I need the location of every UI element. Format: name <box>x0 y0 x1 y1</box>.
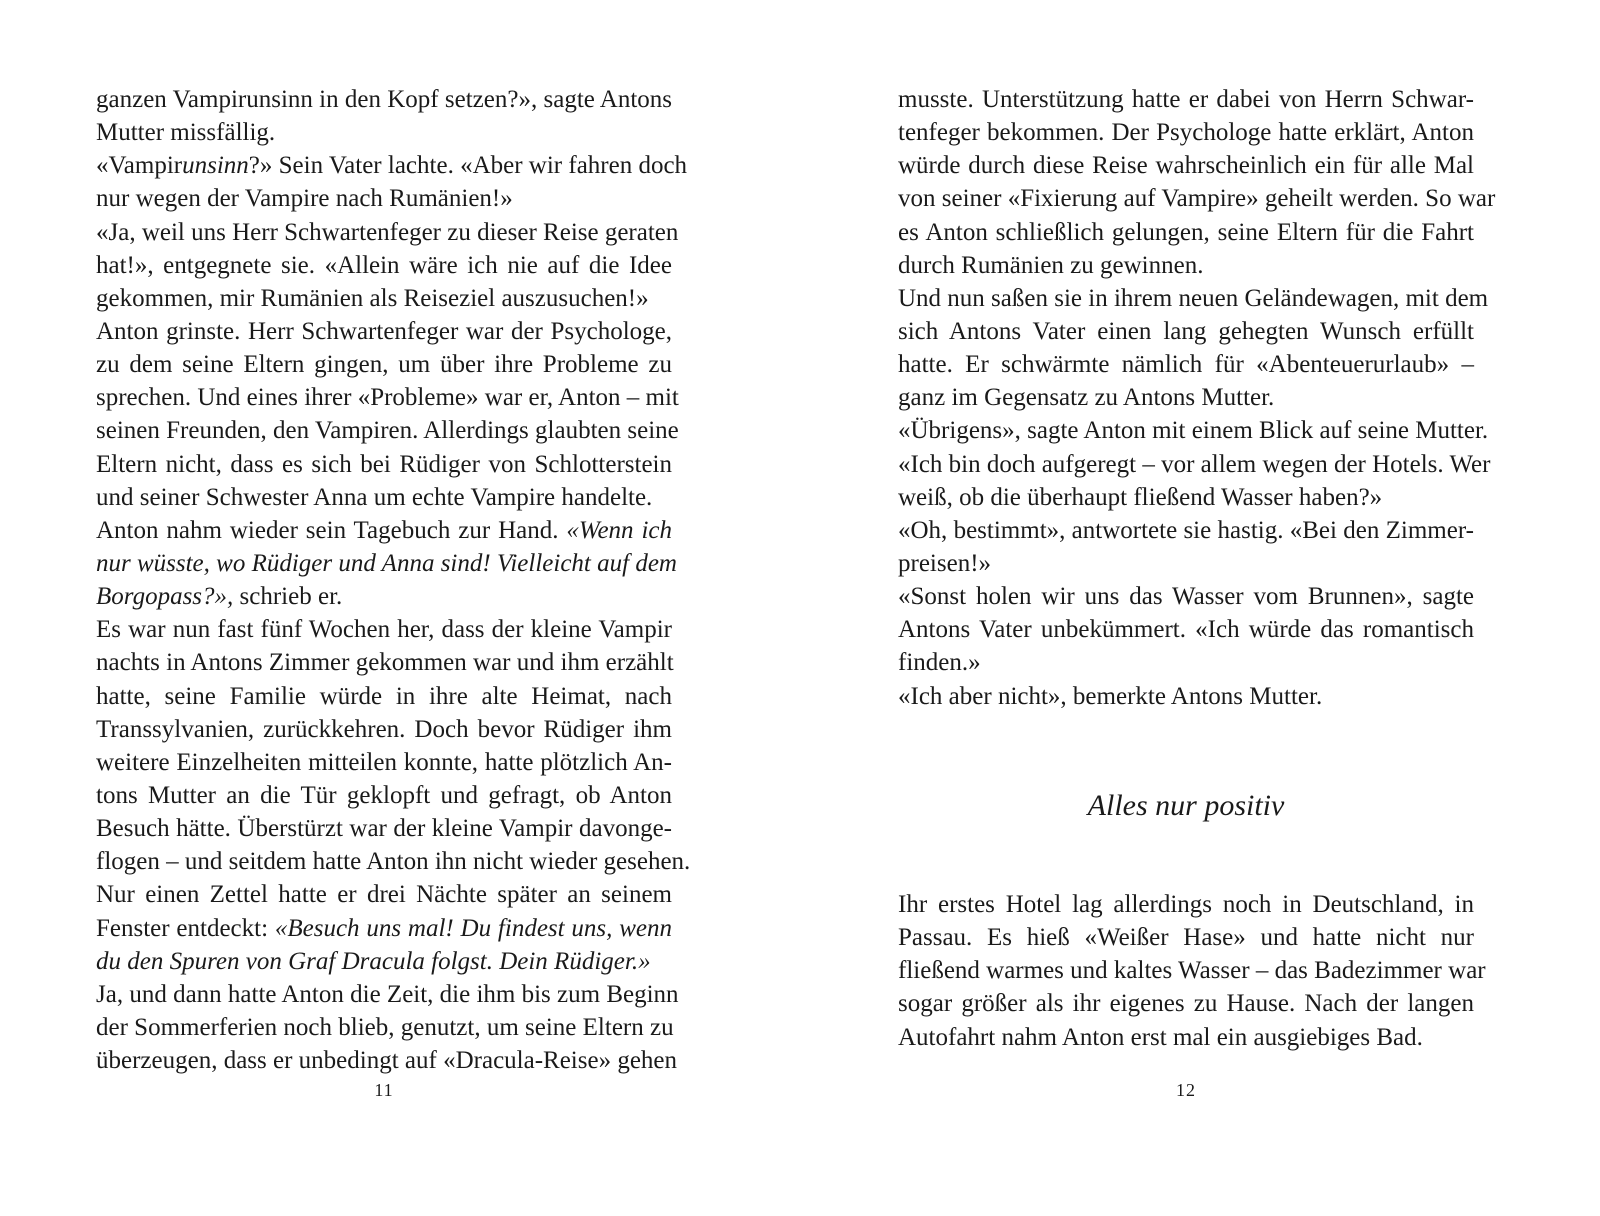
text-line <box>96 945 672 978</box>
text-run: nachts in Antons Zimmer gekommen war und ihm erzählt <box>96 649 674 677</box>
text-line <box>96 481 672 514</box>
text-run: weitere Einzelheiten mitteilen konnte, hatte plötzlich An- <box>96 748 672 776</box>
text-line <box>96 547 677 580</box>
text-run: tenfeger bekommen. Der Psychologe hatte erklärt, Anton <box>898 119 1474 147</box>
text-run: von seiner «Fixierung auf Vampire» geheilt werden. So war <box>898 185 1496 213</box>
text-line <box>96 282 672 315</box>
text-line <box>898 414 1489 447</box>
text-line <box>898 481 1474 514</box>
text-run: würde durch diese Reise wahrscheinlich ein für alle Mal <box>898 152 1474 180</box>
text-run: ganz im Gegensatz zu Antons Mutter. <box>898 384 1275 412</box>
right-page-number: 12 <box>1176 1080 1196 1100</box>
text-line <box>898 149 1474 182</box>
text-run: tons Mutter an die Tür geklopft und gefragt, ob Anton <box>96 781 672 809</box>
text-run: es Anton schließlich gelungen, seine Eltern für die Fahrt <box>898 218 1474 246</box>
text-line <box>96 845 691 878</box>
right-page <box>800 0 1600 1216</box>
text-line <box>96 580 672 613</box>
right-page-body <box>898 83 1496 713</box>
text-line <box>96 216 679 249</box>
text-run: durch Rumänien zu gewinnen. <box>898 251 1204 279</box>
text-line <box>96 812 672 845</box>
text-run: sogar größer als ihr eigenes zu Hause. Nach der langen <box>898 990 1474 1018</box>
text-run: «Oh, bestimmt», antwortete sie hastig. «Bei den Zimmer- <box>898 516 1474 544</box>
text-run: «Ich aber nicht», bemerkte Antons Mutter. <box>898 682 1323 710</box>
text-run: Transsylvanien, zurückkehren. Doch bevor Rüdiger ihm <box>96 715 672 743</box>
text-run: Eltern nicht, dass es sich bei Rüdiger von Schlotterstein <box>96 450 672 478</box>
text-run: nur wegen der Vampire nach Rumänien!» <box>96 185 513 213</box>
text-run: preisen!» <box>898 549 992 577</box>
text-line <box>898 448 1491 481</box>
text-line <box>96 514 672 547</box>
text-run: Anton nahm wieder sein Tagebuch zur Hand. <box>96 516 567 544</box>
text-line <box>96 912 672 945</box>
text-line <box>898 646 1474 679</box>
text-line <box>898 282 1489 315</box>
text-line <box>898 182 1496 215</box>
text-run: hat!», entgegnete sie. «Allein wäre ich nie auf die Idee <box>96 251 672 279</box>
chapter-heading-wrap <box>898 786 1474 826</box>
text-run: ganzen Vampirunsinn in den Kopf setzen?», sagte Antons <box>96 86 672 113</box>
text-run: flogen – und seitdem hatte Anton ihn nicht wieder gesehen. <box>96 848 691 876</box>
text-line <box>898 921 1474 954</box>
text-line <box>96 878 672 911</box>
text-line <box>96 448 672 481</box>
chapter-body <box>898 888 1486 1054</box>
text-line <box>898 514 1474 547</box>
text-line <box>898 954 1486 987</box>
text-line <box>898 348 1474 381</box>
left-page-number: 11 <box>374 1080 394 1100</box>
italic-text: «Besuch uns mal! Du findest uns, wenn <box>274 914 672 942</box>
text-run: finden.» <box>898 649 981 677</box>
text-line <box>96 779 672 812</box>
text-line <box>96 83 672 116</box>
text-run: schrieb er. <box>233 583 343 611</box>
italic-text: du den Spuren von Graf Dracula folgst. Dein Rüdiger.» <box>96 947 651 975</box>
text-line <box>898 315 1474 348</box>
text-run: Mutter missfällig. <box>96 119 276 147</box>
text-run: Passau. Es hieß «Weißer Hase» und hatte nicht nur <box>898 924 1474 952</box>
text-line <box>96 1044 678 1077</box>
text-line <box>96 414 679 447</box>
text-line <box>96 381 679 414</box>
text-run: Anton grinste. Herr Schwartenfeger war der Psychologe, <box>96 317 672 345</box>
text-line <box>96 149 688 182</box>
text-run: «Ja, weil uns Herr Schwartenfeger zu dieser Reise geraten <box>96 218 679 246</box>
chapter-title: Alles nur positiv <box>1087 789 1285 822</box>
italic-text: «Wenn ich <box>566 516 673 544</box>
text-run: Besuch hätte. Überstürzt war der kleine Vampir davonge- <box>96 815 672 843</box>
text-run: «Vampir <box>96 152 183 180</box>
text-line <box>898 613 1474 646</box>
text-line <box>96 713 672 746</box>
text-run: Fenster entdeckt: <box>96 914 275 942</box>
text-line <box>898 83 1474 116</box>
text-run: der Sommerferien noch blieb, genutzt, um seine Eltern zu <box>96 1013 674 1041</box>
text-run: «Sonst holen wir uns das Wasser vom Brunnen», sagte <box>898 583 1474 611</box>
text-line <box>898 547 1474 580</box>
text-run: weiß, ob die überhaupt fließend Wasser haben?» <box>898 483 1383 511</box>
italic-text: Borgopass?», <box>96 583 234 611</box>
text-line <box>96 978 679 1011</box>
text-run: gekommen, mir Rumänien als Reiseziel auszusuchen!» <box>96 284 649 312</box>
text-line <box>898 381 1474 414</box>
text-line <box>96 348 672 381</box>
text-run: musste. Unterstützung hatte er dabei von Herrn Schwar- <box>898 86 1474 113</box>
text-line <box>898 987 1474 1020</box>
text-line <box>96 249 672 282</box>
text-run: Und nun saßen sie in ihrem neuen Geländewagen, mit dem <box>898 284 1489 312</box>
text-line <box>898 888 1474 921</box>
text-run: seinen Freunden, den Vampiren. Allerdings glaubten seine <box>96 417 679 445</box>
text-line <box>96 613 672 646</box>
text-run: hatte. Er schwärmte nämlich für «Abenteuerurlaub» – <box>898 351 1474 379</box>
text-run: Antons Vater unbekümmert. «Ich würde das romantisch <box>898 616 1474 644</box>
text-run: Ihr erstes Hotel lag allerdings noch in Deutschland, in <box>898 891 1474 918</box>
text-run: Ja, und dann hatte Anton die Zeit, die ihm bis zum Beginn <box>96 980 679 1008</box>
text-line <box>96 116 672 149</box>
text-line <box>898 116 1474 149</box>
text-run: zu dem seine Eltern gingen, um über ihre Probleme zu <box>96 351 672 379</box>
text-run: sich Antons Vater einen lang gehegten Wunsch erfüllt <box>898 317 1474 345</box>
text-run: Autofahrt nahm Anton erst mal ein ausgiebiges Bad. <box>898 1023 1423 1051</box>
text-line <box>898 249 1474 282</box>
left-page-body <box>96 83 691 1077</box>
text-run: sprechen. Und eines ihrer «Probleme» war er, Anton – mit <box>96 384 679 412</box>
text-line <box>96 182 672 215</box>
text-run: ?» Sein Vater lachte. «Aber wir fahren doch <box>248 152 688 180</box>
text-line <box>96 680 672 713</box>
italic-text: unsinn <box>182 152 249 180</box>
text-run: und seiner Schwester Anna um echte Vampire handelte. <box>96 483 653 511</box>
text-run: hatte, seine Familie würde in ihre alte Heimat, nach <box>96 682 672 710</box>
text-line <box>96 1011 672 1044</box>
text-line <box>898 216 1474 249</box>
italic-text: nur wüsste, wo Rüdiger und Anna sind! Vielleicht auf dem <box>96 549 677 577</box>
text-run: fließend warmes und kaltes Wasser – das Badezimmer war <box>898 957 1486 985</box>
text-line <box>96 315 672 348</box>
text-run: Es war nun fast fünf Wochen her, dass der kleine Vampir <box>96 616 672 644</box>
text-run: Nur einen Zettel hatte er drei Nächte später an seinem <box>96 881 672 909</box>
text-line <box>96 746 672 779</box>
text-line <box>898 680 1474 713</box>
text-line <box>96 646 672 679</box>
text-line <box>898 580 1474 613</box>
text-run: überzeugen, dass er unbedingt auf «Dracula-Reise» gehen <box>96 1047 678 1075</box>
text-run: «Ich bin doch aufgeregt – vor allem wegen der Hotels. Wer <box>898 450 1491 478</box>
text-run: «Übrigens», sagte Anton mit einem Blick auf seine Mutter. <box>898 417 1489 445</box>
text-line <box>898 1021 1474 1054</box>
